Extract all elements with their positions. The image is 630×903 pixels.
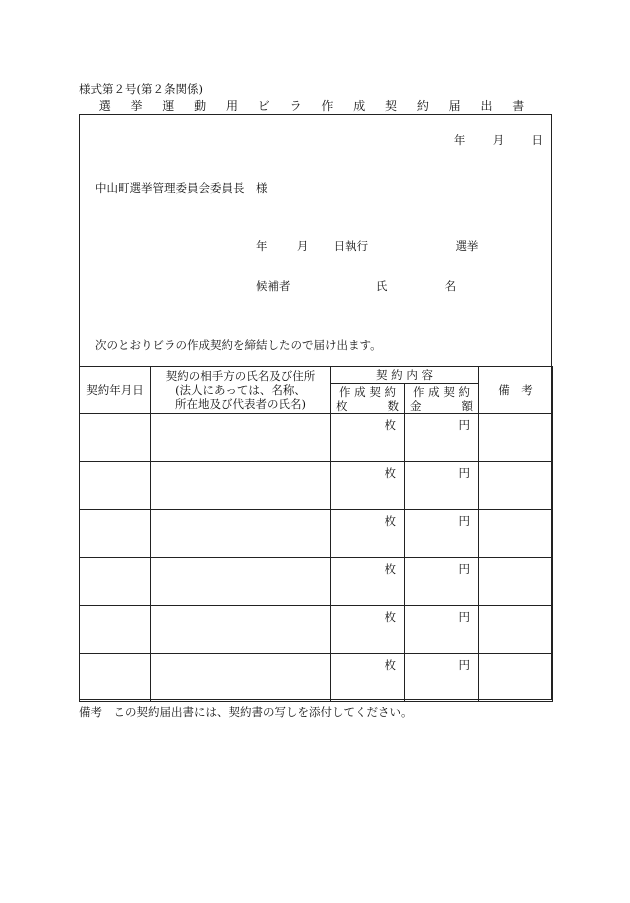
cell-count[interactable] xyxy=(331,654,405,702)
table-row xyxy=(80,654,553,702)
header-count-line-1: 作 成 契 約 xyxy=(339,384,396,399)
header-amount-char-1: 金 xyxy=(410,398,422,413)
cell-amount[interactable] xyxy=(405,510,479,558)
count-unit: 枚 xyxy=(384,658,396,672)
cell-date[interactable] xyxy=(80,510,151,558)
header-counterparty-line-2: (法人にあっては、名称、 xyxy=(175,383,306,397)
cell-count[interactable] xyxy=(331,558,405,606)
cell-amount[interactable] xyxy=(405,462,479,510)
table-row xyxy=(80,462,553,510)
header-amount xyxy=(405,384,479,414)
date-month: 月 xyxy=(492,133,505,147)
amount-unit: 円 xyxy=(458,610,470,624)
amount-unit: 円 xyxy=(458,562,470,576)
cell-count[interactable] xyxy=(331,414,405,462)
header-counterparty-line-3: 所在地及び代表者の氏名) xyxy=(175,397,306,411)
notice-text: 次のとおりビラの作成契約を締結したので届け出ます。 xyxy=(95,338,382,352)
contract-table xyxy=(79,366,553,702)
submission-date xyxy=(454,132,543,148)
election-year: 年 xyxy=(256,239,268,253)
cell-date[interactable] xyxy=(80,654,151,702)
cell-date[interactable] xyxy=(80,606,151,654)
table-row xyxy=(80,606,553,654)
cell-counterparty[interactable] xyxy=(151,606,331,654)
cell-counterparty[interactable] xyxy=(151,414,331,462)
header-count-char-1: 枚 xyxy=(336,398,348,413)
cell-counterparty[interactable] xyxy=(151,510,331,558)
count-unit: 枚 xyxy=(384,466,396,480)
cell-amount[interactable] xyxy=(405,414,479,462)
cell-amount[interactable] xyxy=(405,558,479,606)
cell-amount[interactable] xyxy=(405,606,479,654)
amount-unit: 円 xyxy=(458,418,470,432)
count-unit: 枚 xyxy=(384,418,396,432)
election-line xyxy=(256,238,478,254)
election-label: 選挙 xyxy=(455,239,479,253)
cell-counterparty[interactable] xyxy=(151,462,331,510)
election-month: 月 xyxy=(296,239,309,253)
document-title: 選 挙 運 動 用 ビ ラ 作 成 契 約 届 出 書 xyxy=(98,99,533,113)
cell-counterparty[interactable] xyxy=(151,558,331,606)
header-amount-line-1: 作 成 契 約 xyxy=(413,384,470,399)
form-frame xyxy=(79,114,552,700)
header-contract-contents: 契 約 内 容 xyxy=(331,367,479,384)
amount-unit: 円 xyxy=(458,466,470,480)
amount-unit: 円 xyxy=(458,658,470,672)
cell-date[interactable] xyxy=(80,558,151,606)
header-remarks: 備 考 xyxy=(479,367,553,414)
cell-remarks[interactable] xyxy=(479,462,553,510)
date-year: 年 xyxy=(453,133,466,147)
footnote: 備考 この契約届出書には、契約書の写しを添付してください。 xyxy=(79,705,413,719)
candidate-name-2: 名 xyxy=(444,279,457,293)
count-unit: 枚 xyxy=(384,514,396,528)
cell-count[interactable] xyxy=(331,462,405,510)
cell-amount[interactable] xyxy=(405,654,479,702)
candidate-line xyxy=(256,278,456,294)
cell-remarks[interactable] xyxy=(479,510,553,558)
cell-remarks[interactable] xyxy=(479,654,553,702)
cell-date[interactable] xyxy=(80,462,151,510)
header-counterparty-line-1: 契約の相手方の氏名及び住所 xyxy=(165,369,316,383)
candidate-label: 候補者 xyxy=(256,279,291,293)
amount-unit: 円 xyxy=(458,514,470,528)
header-count-char-2: 数 xyxy=(387,398,399,413)
election-day-held: 日執行 xyxy=(333,239,369,253)
header-contract-date: 契約年月日 xyxy=(80,367,151,414)
count-unit: 枚 xyxy=(384,562,396,576)
cell-remarks[interactable] xyxy=(479,414,553,462)
addressee: 中山町選挙管理委員会委員長 様 xyxy=(95,181,268,195)
table-row xyxy=(80,510,553,558)
header-amount-char-2: 額 xyxy=(461,398,473,413)
cell-count[interactable] xyxy=(331,510,405,558)
count-unit: 枚 xyxy=(384,610,396,624)
cell-counterparty[interactable] xyxy=(151,654,331,702)
date-day: 日 xyxy=(531,133,543,147)
cell-count[interactable] xyxy=(331,606,405,654)
table-row xyxy=(80,414,553,462)
cell-remarks[interactable] xyxy=(479,558,553,606)
cell-remarks[interactable] xyxy=(479,606,553,654)
candidate-name-1: 氏 xyxy=(375,279,388,293)
header-count xyxy=(331,384,405,414)
header-counterparty xyxy=(151,367,331,414)
table-row xyxy=(80,558,553,606)
form-number: 様式第２号(第２条関係) xyxy=(79,82,203,96)
cell-date[interactable] xyxy=(80,414,151,462)
